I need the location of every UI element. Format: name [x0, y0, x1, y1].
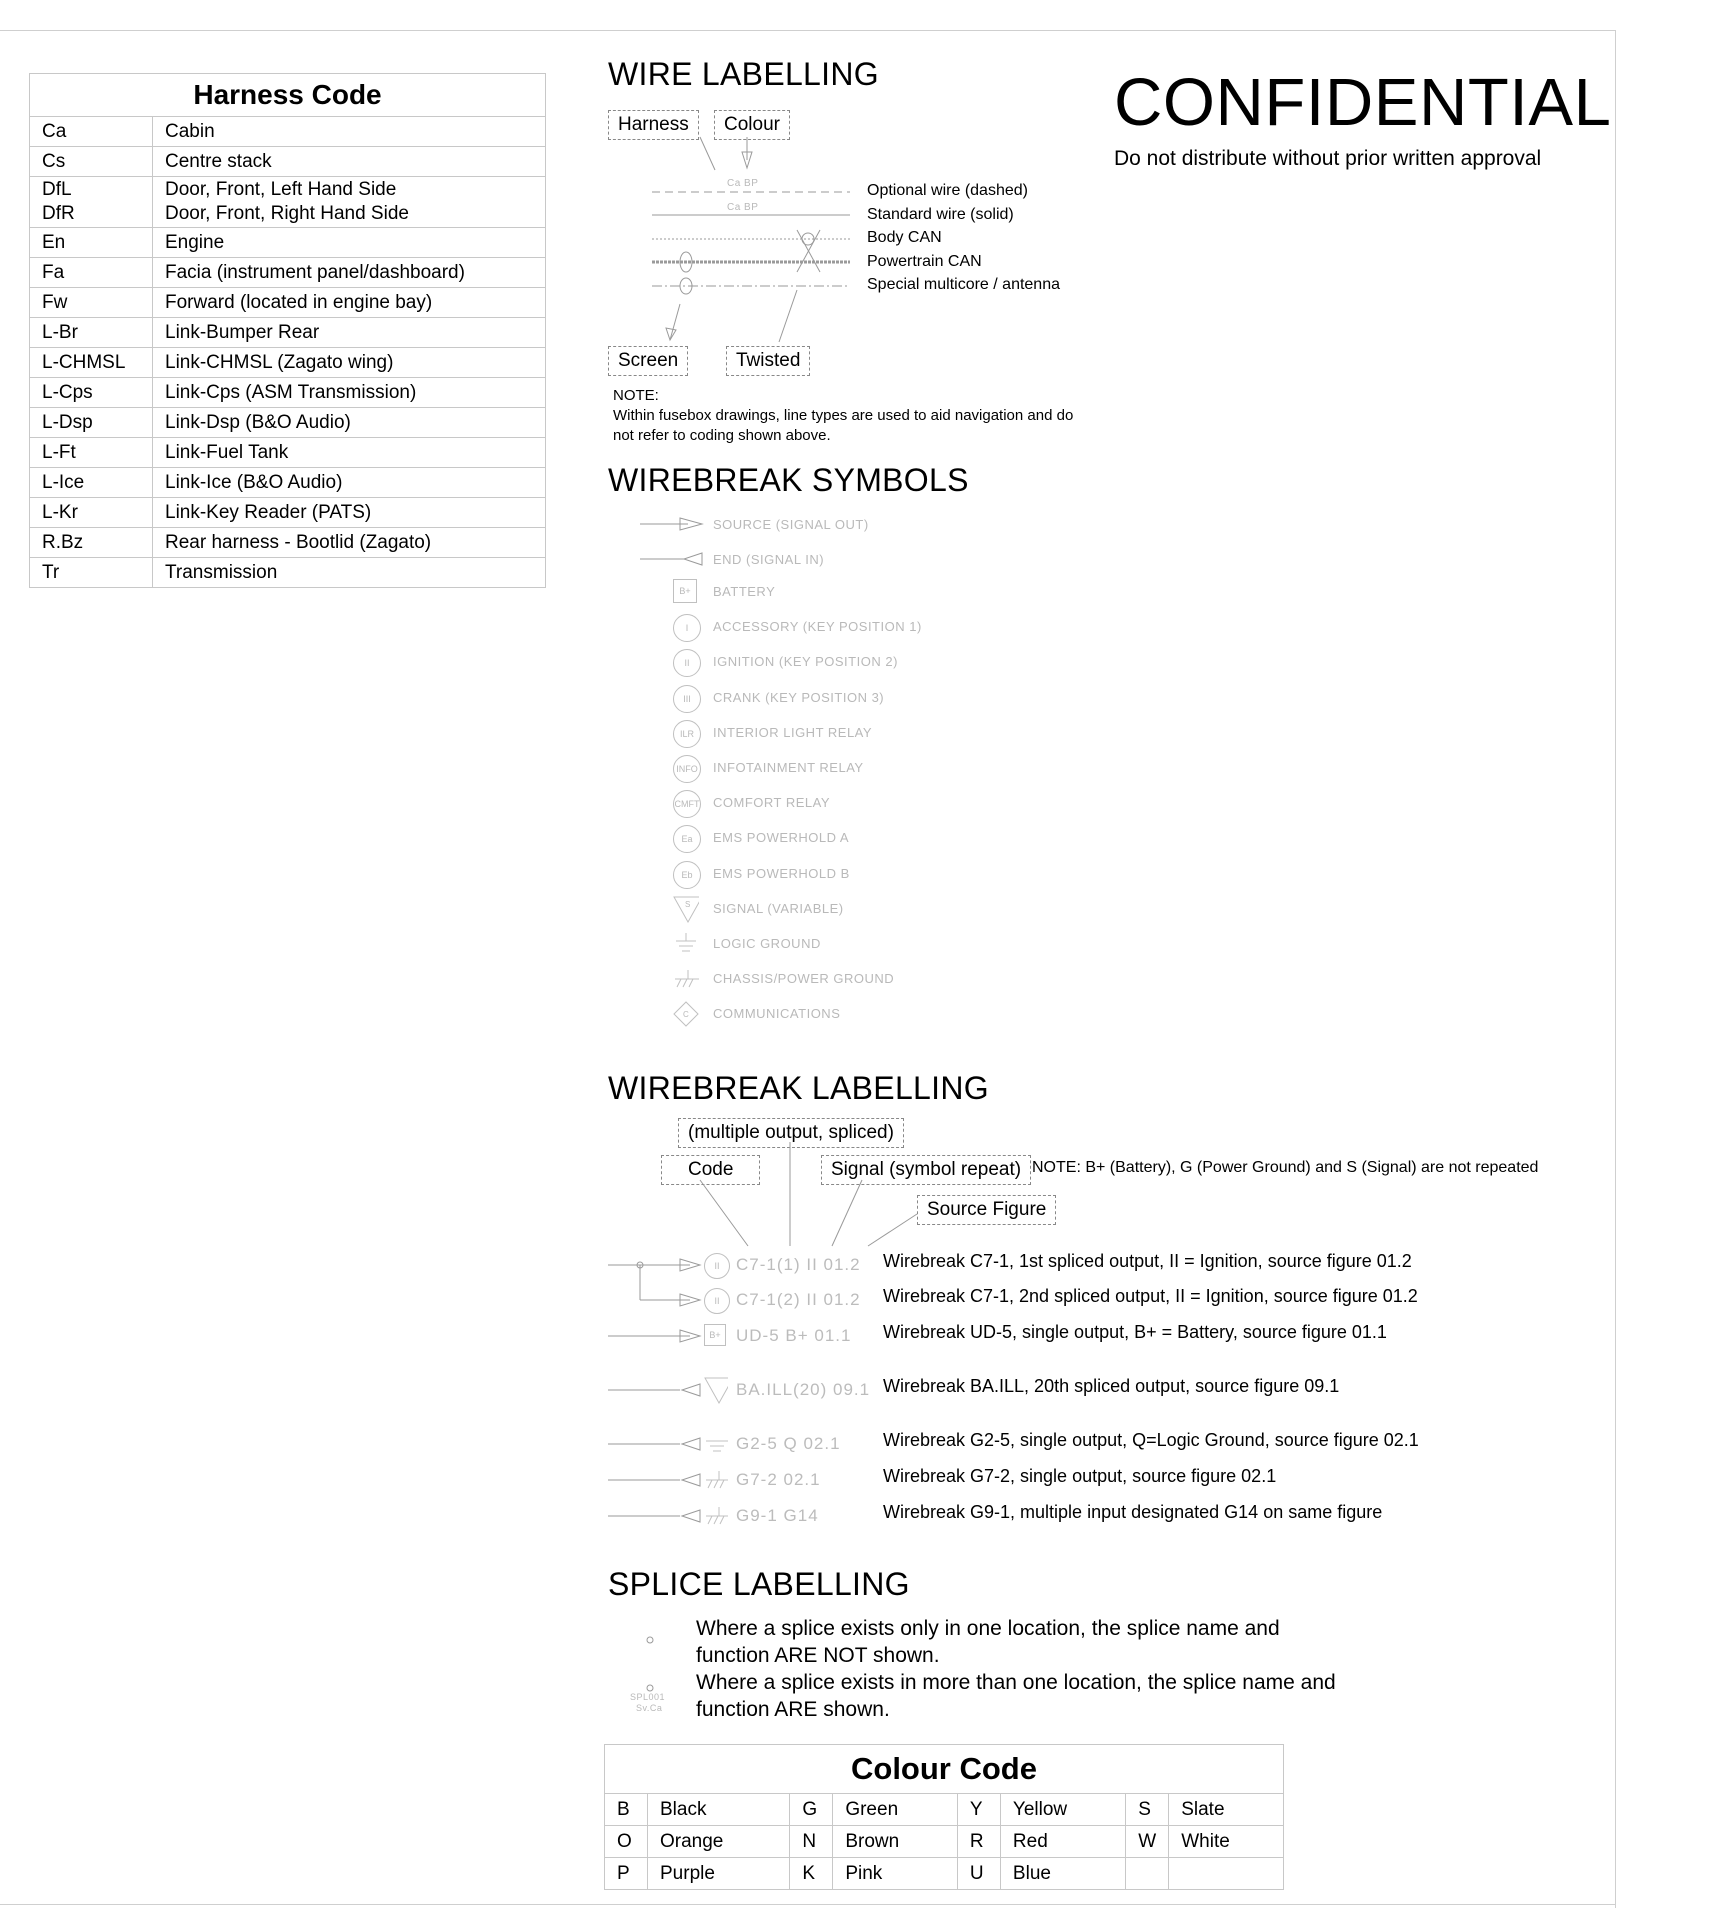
colour-code-name: Blue	[1000, 1858, 1125, 1890]
symbol-label: SIGNAL (VARIABLE)	[713, 900, 844, 916]
example-arrow-7	[682, 1510, 700, 1522]
harness-row	[30, 147, 546, 177]
harness-row	[30, 117, 546, 147]
colour-code-name: Green	[833, 1794, 958, 1826]
example-description: Wirebreak UD-5, single output, B+ = Battery, source figure 01.1	[883, 1322, 1387, 1342]
splice-labelling-heading: SPLICE LABELLING	[608, 1566, 910, 1602]
svg-text:C: C	[683, 1010, 689, 1020]
symbol-cmft-icon: CMFT	[673, 790, 701, 818]
symbol-b--icon: B+	[673, 579, 697, 603]
confidential-subtitle: Do not distribute without prior written approval	[1114, 147, 1542, 170]
colour-row	[605, 1826, 1284, 1858]
body-can-twist	[802, 233, 814, 245]
harness-desc: Link-CHMSL (Zagato wing)	[153, 348, 546, 378]
colour-pointer-arrow	[742, 152, 752, 168]
harness-code-table	[29, 73, 546, 588]
source-pointer-line	[868, 1214, 917, 1246]
symbol-label: LOGIC GROUND	[713, 936, 821, 951]
symbol-iii-icon: III	[673, 685, 701, 713]
colour-code-name: Red	[1000, 1826, 1125, 1858]
wire-tag-solid: Ca BP	[727, 202, 759, 213]
example-wirebreak-tag: C7-1(1) II 01.2	[736, 1255, 861, 1274]
symbol-ii-icon: II	[673, 649, 701, 677]
colour-code-letter: K	[790, 1858, 833, 1890]
harness-code: L-Dsp	[30, 408, 153, 438]
splice-tag-1: SPL001	[630, 1692, 666, 1702]
code-pointer-line	[700, 1180, 748, 1246]
symbol-s-icon	[673, 896, 699, 922]
symbol-end-label: END (SIGNAL IN)	[713, 552, 825, 567]
colour-code-name: Brown	[833, 1826, 958, 1858]
confidential-title: CONFIDENTIAL	[1114, 65, 1612, 140]
wire-tag-dashed: Ca BP	[727, 178, 759, 189]
harness-code: L-Ice	[30, 468, 153, 498]
colour-code-letter: G	[790, 1794, 833, 1826]
harness-code: Tr	[30, 558, 153, 588]
symbol-source-label: SOURCE (SIGNAL OUT)	[713, 517, 869, 532]
harness-desc: Link-Fuel Tank	[153, 438, 546, 468]
example-symbol-icon	[704, 1378, 728, 1402]
harness-code: R.Bz	[30, 528, 153, 558]
harness-desc: Link-Key Reader (PATS)	[153, 498, 546, 528]
harness-code: L-CHMSL	[30, 348, 153, 378]
harness-desc: Link-Ice (B&O Audio)	[153, 468, 546, 498]
twisted-pointer-line	[779, 290, 797, 342]
note-line-2: not refer to coding shown above.	[613, 427, 831, 444]
legend-special-multicore: Special multicore / antenna	[867, 276, 1060, 293]
symbol-label: CRANK (KEY POSITION 3)	[713, 689, 885, 705]
harness-desc: Forward (located in engine bay)	[153, 288, 546, 318]
example-description: Wirebreak G2-5, single output, Q=Logic Ground, source figure 02.1	[883, 1430, 1419, 1450]
wirebreak-note: NOTE: B+ (Battery), G (Power Ground) and S (Signal) are not repeated	[1032, 1159, 1539, 1176]
splice-tag-2: Sv.Ca	[636, 1703, 663, 1713]
harness-code: L-Cps	[30, 378, 153, 408]
harness-desc: Door, Front, Left Hand Side Door, Front, Right Hand Side	[153, 177, 546, 228]
harness-row	[30, 498, 546, 528]
colour-code-name: Pink	[833, 1858, 958, 1890]
example-symbol-icon: B+	[704, 1324, 726, 1346]
colour-code-letter: P	[605, 1858, 648, 1890]
colour-code-name: Orange	[648, 1826, 790, 1858]
example-splice-dot	[637, 1262, 643, 1268]
colour-code-name: Yellow	[1000, 1794, 1125, 1826]
colour-code-name: Black	[648, 1794, 790, 1826]
colour-code-letter: W	[1126, 1826, 1169, 1858]
symbol-ea-icon: Ea	[673, 825, 701, 853]
example-wirebreak-tag: G2-5 Q 02.1	[736, 1434, 841, 1453]
example-description: Wirebreak G9-1, multiple input designated G14 on same figure	[883, 1502, 1383, 1522]
page-frame-top	[0, 30, 1616, 31]
colour-code-letter: N	[790, 1826, 833, 1858]
twist-cross-b	[797, 230, 820, 272]
signal-box: Signal (symbol repeat)	[821, 1155, 1031, 1185]
page-frame-bottom	[0, 1904, 1616, 1905]
note-label: NOTE:	[613, 387, 659, 404]
harness-code: L-Br	[30, 318, 153, 348]
colour-box: Colour	[714, 110, 790, 140]
harness-desc: Link-Bumper Rear	[153, 318, 546, 348]
example-symbol-icon: II	[704, 1253, 730, 1279]
harness-code: L-Ft	[30, 438, 153, 468]
harness-desc: Cabin	[153, 117, 546, 147]
symbol-logic-ground-icon	[673, 931, 699, 957]
symbol-chassis-ground-icon	[673, 966, 699, 992]
example-description: Wirebreak G7-2, single output, source figure 02.1	[883, 1466, 1277, 1486]
symbol-label: COMMUNICATIONS	[713, 1006, 841, 1022]
harness-code: En	[30, 228, 153, 258]
example-description: Wirebreak C7-1, 1st spliced output, II = Ignition, source figure 01.2	[883, 1251, 1412, 1271]
symbol-label: INTERIOR LIGHT RELAY	[713, 724, 873, 740]
example-symbol-icon	[704, 1504, 728, 1528]
legend-body-can: Body CAN	[867, 229, 942, 246]
example-symbol-icon	[704, 1468, 728, 1492]
symbol-c-icon	[673, 1001, 699, 1027]
colour-code-table	[604, 1744, 1284, 1890]
colour-code-name: Slate	[1169, 1794, 1284, 1826]
harness-row	[30, 228, 546, 258]
harness-desc: Link-Cps (ASM Transmission)	[153, 378, 546, 408]
twist-cross-a	[797, 230, 820, 272]
splice-note-1b: function ARE NOT shown.	[696, 1644, 940, 1667]
symbol-ilr-icon: ILR	[673, 720, 701, 748]
harness-pointer-line	[700, 137, 715, 170]
splice-note-2a: Where a splice exists in more than one location, the splice name and	[696, 1671, 1336, 1694]
harness-row	[30, 348, 546, 378]
example-wirebreak-tag: G9-1 G14	[736, 1506, 819, 1525]
example-arrow-5	[682, 1438, 700, 1450]
example-wirebreak-tag: UD-5 B+ 01.1	[736, 1326, 852, 1345]
colour-code-name: White	[1169, 1826, 1284, 1858]
harness-desc: Facia (instrument panel/dashboard)	[153, 258, 546, 288]
harness-row	[30, 258, 546, 288]
harness-row	[30, 378, 546, 408]
source-arrow	[680, 518, 702, 530]
example-arrow-1	[680, 1259, 700, 1271]
colour-table-title: Colour Code	[605, 1745, 1284, 1794]
harness-box: Harness	[608, 110, 699, 140]
harness-row	[30, 438, 546, 468]
twisted-box: Twisted	[726, 346, 810, 376]
symbol-label: INFOTAINMENT RELAY	[713, 760, 864, 775]
example-wirebreak-tag: BA.ILL(20) 09.1	[736, 1380, 871, 1399]
harness-code: Ca	[30, 117, 153, 147]
harness-desc: Link-Dsp (B&O Audio)	[153, 408, 546, 438]
symbol-eb-icon: Eb	[673, 861, 701, 889]
example-arrow-2	[680, 1294, 700, 1306]
example-arrow-4	[682, 1384, 700, 1396]
harness-desc: Transmission	[153, 558, 546, 588]
harness-desc: Rear harness - Bootlid (Zagato)	[153, 528, 546, 558]
symbol-label: ACCESSORY (KEY POSITION 1)	[713, 619, 922, 635]
svg-text:S: S	[685, 899, 691, 909]
symbol-i-icon: I	[673, 614, 701, 642]
symbol-label: EMS POWERHOLD A	[713, 830, 850, 846]
legend-optional-wire: Optional wire (dashed)	[867, 182, 1028, 199]
screen-pointer-line	[670, 304, 680, 340]
example-description: Wirebreak BA.ILL, 20th spliced output, source figure 09.1	[883, 1376, 1340, 1396]
wire-labelling-heading: WIRE LABELLING	[608, 56, 879, 92]
harness-table-title: Harness Code	[30, 74, 546, 117]
harness-row	[30, 288, 546, 318]
harness-desc: Engine	[153, 228, 546, 258]
colour-code-letter: S	[1126, 1794, 1169, 1826]
screen-ellipse-b	[680, 278, 692, 294]
wirebreak-labelling-heading: WIREBREAK LABELLING	[608, 1070, 989, 1106]
harness-desc: Centre stack	[153, 147, 546, 177]
colour-code-letter: B	[605, 1794, 648, 1826]
colour-row	[605, 1794, 1284, 1826]
harness-code: DfL DfR	[30, 177, 153, 228]
symbol-label: EMS POWERHOLD B	[713, 865, 850, 881]
screen-ellipse-a	[680, 252, 692, 272]
colour-code-letter: U	[957, 1858, 1000, 1890]
example-wirebreak-tag: C7-1(2) II 01.2	[736, 1290, 861, 1309]
symbol-label: COMFORT RELAY	[713, 795, 831, 811]
symbol-info-icon: INFO	[673, 755, 701, 783]
screen-box: Screen	[608, 346, 688, 376]
colour-row	[605, 1858, 1284, 1890]
harness-code: Fw	[30, 288, 153, 318]
wirebreak-symbols-heading: WIREBREAK SYMBOLS	[608, 462, 969, 498]
colour-code-name: Purple	[648, 1858, 790, 1890]
harness-row	[30, 528, 546, 558]
symbol-label: IGNITION (KEY POSITION 2)	[713, 654, 898, 670]
harness-row	[30, 318, 546, 348]
harness-code: Cs	[30, 147, 153, 177]
harness-row	[30, 177, 546, 228]
screen-pointer-arrow	[666, 328, 676, 340]
example-arrow-3	[680, 1330, 700, 1342]
harness-row	[30, 468, 546, 498]
colour-code-letter	[1126, 1858, 1169, 1890]
symbol-label: BATTERY	[713, 584, 776, 599]
harness-code: Fa	[30, 258, 153, 288]
multiple-output-box: (multiple output, spliced)	[678, 1118, 904, 1148]
note-line-1: Within fusebox drawings, line types are used to aid navigation and do	[613, 407, 1074, 424]
code-box: Code	[661, 1155, 760, 1185]
example-symbol-icon	[704, 1432, 728, 1456]
legend-powertrain-can: Powertrain CAN	[867, 253, 982, 270]
end-arrow	[684, 553, 702, 565]
example-symbol-icon: II	[704, 1288, 730, 1314]
colour-code-letter: R	[957, 1826, 1000, 1858]
splice-note-1a: Where a splice exists only in one location, the splice name and	[696, 1617, 1280, 1640]
harness-row	[30, 408, 546, 438]
colour-code-letter: Y	[957, 1794, 1000, 1826]
example-description: Wirebreak C7-1, 2nd spliced output, II = Ignition, source figure 01.2	[883, 1286, 1418, 1306]
source-figure-box: Source Figure	[917, 1195, 1056, 1225]
colour-code-letter: O	[605, 1826, 648, 1858]
harness-row	[30, 558, 546, 588]
harness-code: L-Kr	[30, 498, 153, 528]
splice-dot-2	[647, 1685, 653, 1691]
example-arrow-6	[682, 1474, 700, 1486]
legend-standard-wire: Standard wire (solid)	[867, 206, 1014, 223]
page-frame-right	[1615, 30, 1616, 1908]
signal-pointer-line	[832, 1180, 862, 1246]
splice-dot-1	[647, 1637, 653, 1643]
example-wirebreak-tag: G7-2 02.1	[736, 1470, 821, 1489]
colour-code-name	[1169, 1858, 1284, 1890]
splice-note-2b: function ARE shown.	[696, 1698, 890, 1721]
symbol-label: CHASSIS/POWER GROUND	[713, 971, 895, 987]
